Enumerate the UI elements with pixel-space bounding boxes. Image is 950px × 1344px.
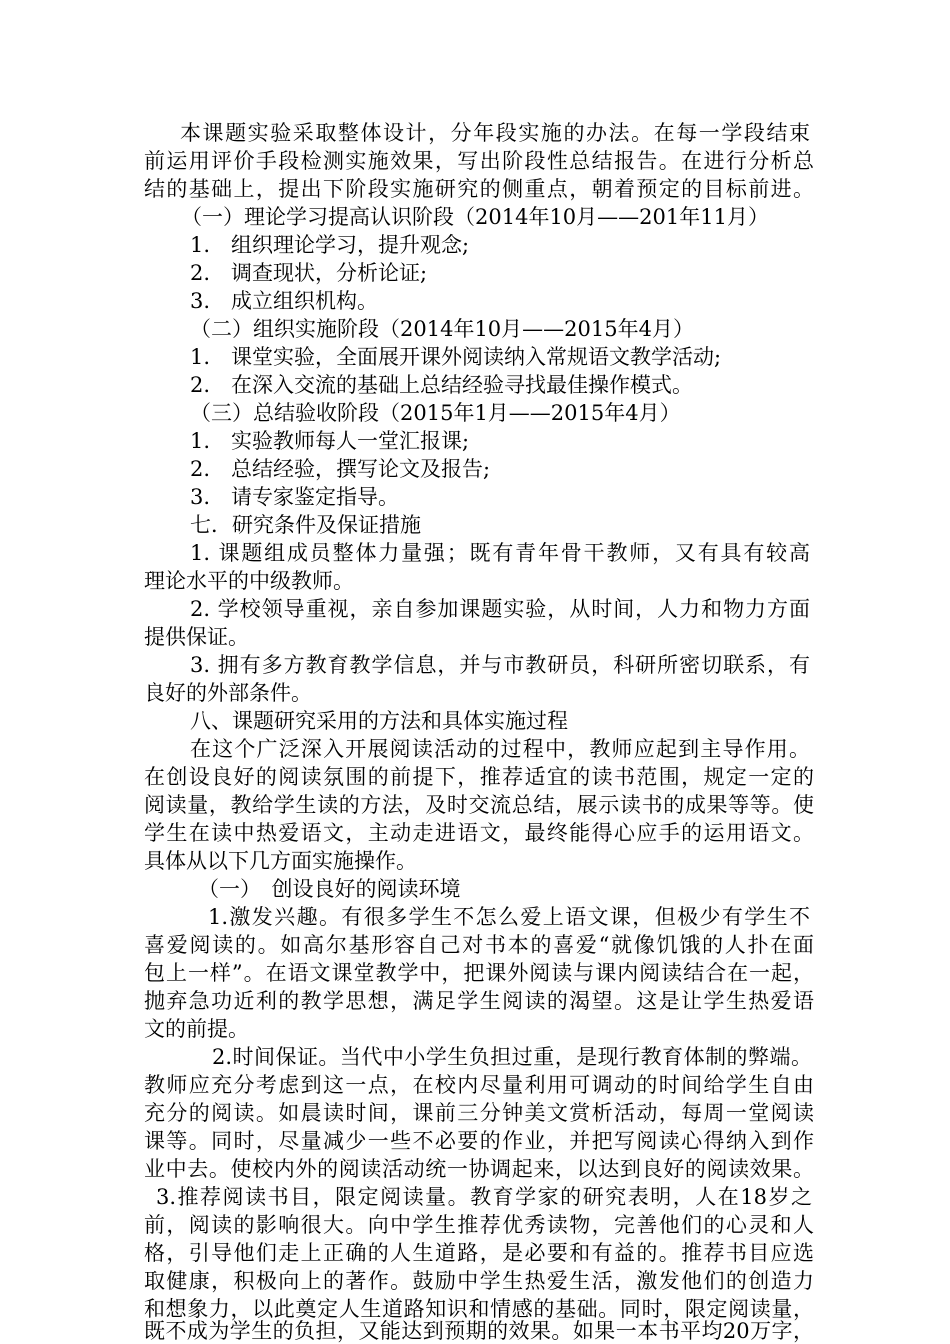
list-item: 1. 组织理论学习，提升观念;	[190, 233, 470, 257]
list-item: 2. 在深入交流的基础上总结经验寻找最佳操作模式。	[190, 373, 694, 397]
paragraph-line: 学生在读中热爱语文，主动走进语文，最终能得心应手的运用语文。	[144, 821, 814, 845]
paragraph-line: 1.激发兴趣。有很多学生不怎么爱上语文课，但极少有学生不	[208, 905, 810, 929]
paragraph-line: 前运用评价手段检测实施效果，写出阶段性总结报告。在进行分析总	[144, 149, 814, 173]
paragraph-line: 理论水平的中级教师。	[144, 569, 354, 593]
section-heading: （三）总结验收阶段（2015年1月——2015年4月）	[190, 401, 681, 425]
paragraph-line: 良好的外部条件。	[144, 681, 312, 705]
paragraph-line: 喜爱阅读的。如高尔基形容自己对书本的喜爱“就像饥饿的人扑在面	[144, 933, 814, 957]
paragraph-line: 2. 学校领导重视，亲自参加课题实验，从时间，人力和物力方面	[190, 597, 810, 621]
paragraph-line: 在这个广泛深入开展阅读活动的过程中，教师应起到主导作用。	[190, 737, 810, 761]
paragraph-line: 结的基础上，提出下阶段实施研究的侧重点，朝着预定的目标前进。	[144, 177, 814, 201]
paragraph-line: 取健康，积极向上的著作。鼓励中学生热爱生活，激发他们的创造力	[144, 1269, 814, 1293]
section-heading: 八、课题研究采用的方法和具体实施过程	[190, 709, 568, 733]
list-item: 3. 成立组织机构。	[190, 289, 379, 313]
paragraph-line: 提供保证。	[144, 625, 249, 649]
paragraph-line: 具体从以下几方面实施操作。	[144, 849, 417, 873]
paragraph-line: 前，阅读的影响很大。向中学生推荐优秀读物，完善他们的心灵和人	[144, 1213, 814, 1237]
paragraph-line: 3. 拥有多方教育教学信息，并与市教研员，科研所密切联系，有	[190, 653, 810, 677]
subsection-heading: （一） 创设良好的阅读环境	[198, 877, 461, 901]
paragraph-line: 在创设良好的阅读氛围的前提下，推荐适宜的读书范围，规定一定的	[144, 765, 814, 789]
paragraph-line: 文的前提。	[144, 1017, 249, 1041]
paragraph-line: 阅读量，教给学生读的方法，及时交流总结，展示读书的成果等等。使	[144, 793, 814, 817]
paragraph-line: 包上一样”。在语文课堂教学中，把课外阅读与课内阅读结合在一起，	[144, 961, 814, 985]
paragraph-line: 抛弃急功近利的教学思想，满足学生阅读的渴望。这是让学生热爱语	[144, 989, 814, 1013]
paragraph-line: 1. 课题组成员整体力量强；既有青年骨干教师，又有具有较高	[190, 541, 810, 565]
paragraph-line: 教师应充分考虑到这一点，在校内尽量利用可调动的时间给学生自由	[144, 1073, 814, 1097]
section-heading: 七．研究条件及保证措施	[190, 513, 421, 537]
list-item: 1. 实验教师每人一堂汇报课;	[190, 429, 470, 453]
section-heading: （一）理论学习提高认识阶段（2014年10月——201年11月）	[181, 205, 769, 229]
paragraph-line: 和想象力，以此奠定人生道路知识和情感的基础。同时，限定阅读量，	[144, 1297, 814, 1321]
section-heading: （二）组织实施阶段（2014年10月——2015年4月）	[190, 317, 694, 341]
paragraph-line: 本课题实验采取整体设计，分年段实施的办法。在每一学段结束	[180, 121, 810, 145]
paragraph-line: 既不成为学生的负担，又能达到预期的效果。如果一本书平均20万字，	[144, 1319, 814, 1343]
paragraph-line: 3.推荐阅读书目，限定阅读量。教育学家的研究表明，人在18岁之	[156, 1185, 812, 1209]
paragraph-line: 充分的阅读。如晨读时间，课前三分钟美文赏析活动，每周一堂阅读	[144, 1101, 814, 1125]
list-item: 1. 课堂实验，全面展开课外阅读纳入常规语文教学活动;	[190, 345, 722, 369]
paragraph-line: 课等。同时，尽量减少一些不必要的作业，并把写阅读心得纳入到作	[144, 1129, 814, 1153]
list-item: 2. 总结经验，撰写论文及报告;	[190, 457, 491, 481]
list-item: 2. 调查现状，分析论证;	[190, 261, 428, 285]
paragraph-line: 格，引导他们走上正确的人生道路，是必要和有益的。推荐书目应选	[144, 1241, 814, 1265]
paragraph-line: 2.时间保证。当代中小学生负担过重，是现行教育体制的弊端。	[212, 1045, 812, 1069]
paragraph-line: 业中去。使校内外的阅读活动统一协调起来，以达到良好的阅读效果。	[144, 1157, 814, 1181]
list-item: 3. 请专家鉴定指导。	[190, 485, 400, 509]
